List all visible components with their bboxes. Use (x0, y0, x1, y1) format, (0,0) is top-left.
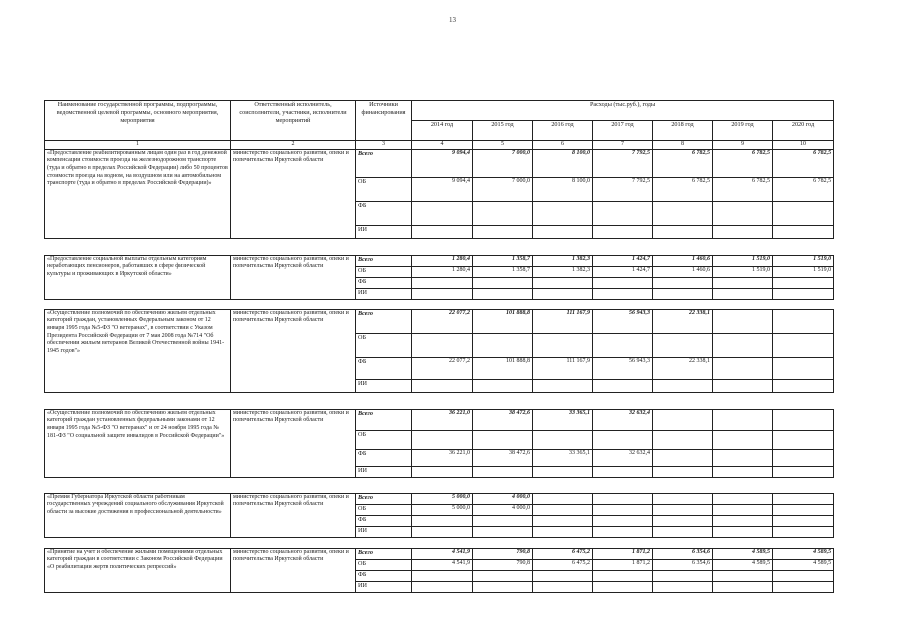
expense-value (593, 288, 653, 299)
expense-value (593, 581, 653, 592)
funding-source-total: Всего (356, 493, 412, 504)
expense-value (653, 449, 713, 466)
budget-table (44, 100, 834, 593)
expense-value (412, 379, 473, 392)
expense-value (713, 333, 773, 357)
funding-source-total: Всего (356, 255, 412, 266)
expense-value (773, 449, 834, 466)
expense-value (593, 333, 653, 357)
expense-value: 56 943,3 (593, 309, 653, 333)
expense-value: 22 338,1 (653, 357, 713, 379)
activity-row-total (45, 548, 834, 559)
expense-value (653, 504, 713, 515)
funding-source-ii: ИИ (356, 225, 412, 238)
expense-value (593, 430, 653, 449)
expense-value (713, 288, 773, 299)
funding-source-ob: ОБ (356, 430, 412, 449)
expense-value (473, 201, 533, 225)
section-spacer (45, 238, 834, 255)
expense-value: 22 338,1 (653, 309, 713, 333)
expense-value: 4 000,0 (473, 493, 533, 504)
header-expenses: Расходы (тыс.руб.), годы (412, 101, 834, 121)
expense-value (713, 466, 773, 477)
funding-source-total: Всего (356, 149, 412, 177)
expense-value (412, 201, 473, 225)
funding-source-ob: ОБ (356, 266, 412, 277)
expense-value: 32 632,4 (593, 409, 653, 430)
expense-value (713, 379, 773, 392)
expense-value (533, 201, 593, 225)
column-number: 8 (653, 141, 713, 150)
expense-value (713, 357, 773, 379)
expense-value (713, 277, 773, 288)
expense-value: 5 000,0 (412, 493, 473, 504)
activity-row-total (45, 409, 834, 430)
expense-value: 1 382,3 (533, 266, 593, 277)
header-year: 2015 год (473, 121, 533, 141)
expense-value: 38 472,6 (473, 409, 533, 430)
funding-source-total: Всего (356, 548, 412, 559)
expense-value: 1 519,0 (773, 266, 834, 277)
expense-value: 790,8 (473, 548, 533, 559)
expense-value (473, 225, 533, 238)
expense-value: 33 365,1 (533, 409, 593, 430)
expense-value (773, 201, 834, 225)
expense-value: 1 519,0 (713, 266, 773, 277)
expense-value (533, 493, 593, 504)
expense-value (713, 449, 773, 466)
expense-value (412, 570, 473, 581)
expense-value: 1 358,7 (473, 266, 533, 277)
expense-value (773, 309, 834, 333)
expense-value: 4 589,5 (773, 559, 834, 570)
expense-value (533, 504, 593, 515)
expense-value: 4 589,5 (713, 559, 773, 570)
expense-value (533, 379, 593, 392)
funding-source-ob: ОБ (356, 559, 412, 570)
expense-value: 4 589,5 (713, 548, 773, 559)
expense-value: 6 782,5 (773, 177, 834, 201)
expense-value (412, 333, 473, 357)
expense-value (653, 288, 713, 299)
expense-value (533, 581, 593, 592)
expense-value (473, 570, 533, 581)
expense-value (412, 515, 473, 526)
activity-executor: министерство социального развития, опеки и попечительства Иркутской области (231, 548, 356, 592)
expense-value (713, 504, 773, 515)
column-number: 4 (412, 141, 473, 150)
expense-value (773, 430, 834, 449)
expense-value (412, 277, 473, 288)
funding-source-fb: ФБ (356, 449, 412, 466)
expense-value: 6 782,5 (713, 149, 773, 177)
column-number: 1 (45, 141, 231, 150)
funding-source-fb: ФБ (356, 201, 412, 225)
activity-executor: министерство социального развития, опеки и попечительства Иркутской области (231, 493, 356, 537)
activity-row-total (45, 149, 834, 177)
expense-value (773, 225, 834, 238)
column-number: 7 (593, 141, 653, 150)
expense-value: 6 782,5 (653, 149, 713, 177)
expense-value: 6 475,2 (533, 548, 593, 559)
expense-value (653, 526, 713, 537)
expense-value (473, 288, 533, 299)
funding-source-fb: ФБ (356, 570, 412, 581)
column-number: 9 (713, 141, 773, 150)
expense-value: 22 077,2 (412, 309, 473, 333)
expense-value: 4 589,5 (773, 548, 834, 559)
expense-value (653, 225, 713, 238)
expense-value (412, 288, 473, 299)
expense-value: 790,8 (473, 559, 533, 570)
page-number: 13 (449, 16, 456, 24)
column-number: 6 (533, 141, 593, 150)
header-row (45, 101, 834, 121)
expense-value (412, 430, 473, 449)
funding-source-total: Всего (356, 409, 412, 430)
expense-value (653, 333, 713, 357)
activity-row-total (45, 493, 834, 504)
activity-executor: министерство социального развития, опеки и попечительства Иркутской области (231, 149, 356, 238)
section-spacer (45, 537, 834, 548)
expense-value: 6 354,6 (653, 559, 713, 570)
expense-value (593, 515, 653, 526)
funding-source-ii: ИИ (356, 379, 412, 392)
expense-value (473, 430, 533, 449)
spacer-cell (45, 537, 834, 548)
expense-value (593, 493, 653, 504)
activity-executor: министерство социального развития, опеки и попечительства Иркутской области (231, 309, 356, 392)
expense-value (773, 570, 834, 581)
expense-value (773, 333, 834, 357)
table-body (45, 149, 834, 592)
expense-value: 1 871,2 (593, 548, 653, 559)
expense-value: 22 077,2 (412, 357, 473, 379)
expense-value: 4 000,0 (473, 504, 533, 515)
expense-value (653, 201, 713, 225)
funding-source-ii: ИИ (356, 526, 412, 537)
activity-row-total (45, 255, 834, 266)
expense-value (593, 570, 653, 581)
expense-value: 8 100,0 (533, 149, 593, 177)
expense-value (653, 581, 713, 592)
expense-value (713, 581, 773, 592)
expense-value (593, 504, 653, 515)
expense-value (773, 466, 834, 477)
header-year: 2017 год (593, 121, 653, 141)
activity-name: «Предоставление социальной выплаты отдельным категориям неработающих пенсионеров, работавших в сфере физической культуры и проживающих в Иркутской области» (45, 255, 231, 299)
activity-name: «Предоставление реабилитированным лицам один раз в год денежной компенсации стоимости проезда на железнодорожном транспорте (туда и обратно в пределах Российской Федерации) либо 50 процентов стоимости проезда на водном, на воздушном или на автомобильном транспорте (туда и обратно в пределах Российской Федерации)» (45, 149, 231, 238)
expense-value (773, 493, 834, 504)
expense-value: 6 782,5 (653, 177, 713, 201)
expense-value: 36 221,0 (412, 409, 473, 430)
expense-value: 4 541,9 (412, 548, 473, 559)
expense-value (773, 409, 834, 430)
expense-value: 33 365,1 (533, 449, 593, 466)
header-year: 2020 год (773, 121, 834, 141)
spacer-cell (45, 299, 834, 309)
column-numbers-row (45, 141, 834, 150)
expense-value: 111 167,9 (533, 309, 593, 333)
expense-value (473, 277, 533, 288)
expense-value (593, 526, 653, 537)
activity-executor: министерство социального развития, опеки и попечительства Иркутской области (231, 255, 356, 299)
funding-source-ob: ОБ (356, 177, 412, 201)
expense-value (773, 357, 834, 379)
expense-value: 38 472,6 (473, 449, 533, 466)
expense-value: 8 100,0 (533, 177, 593, 201)
expense-value: 6 782,5 (713, 177, 773, 201)
expense-value: 1 382,3 (533, 255, 593, 266)
expense-value: 6 354,6 (653, 548, 713, 559)
funding-source-ob: ОБ (356, 504, 412, 515)
expense-value: 1 871,2 (593, 559, 653, 570)
funding-source-fb: ФБ (356, 277, 412, 288)
expense-value (473, 466, 533, 477)
expense-value (713, 430, 773, 449)
expense-value (593, 466, 653, 477)
expense-value (773, 504, 834, 515)
activity-executor: министерство социального развития, опеки и попечительства Иркутской области (231, 409, 356, 477)
header-year: 2019 год (713, 121, 773, 141)
expense-value (533, 570, 593, 581)
expense-value: 7 792,5 (593, 149, 653, 177)
funding-source-ii: ИИ (356, 581, 412, 592)
expense-value (473, 379, 533, 392)
expense-value (533, 430, 593, 449)
expense-value (412, 526, 473, 537)
expense-value (773, 581, 834, 592)
expense-value (412, 225, 473, 238)
expense-value (653, 570, 713, 581)
expense-value (593, 225, 653, 238)
expense-value (473, 515, 533, 526)
expense-value: 1 424,7 (593, 255, 653, 266)
funding-source-ii: ИИ (356, 466, 412, 477)
funding-source-total: Всего (356, 309, 412, 333)
expense-value (533, 526, 593, 537)
expense-value: 32 632,4 (593, 449, 653, 466)
expense-value: 101 888,8 (473, 309, 533, 333)
activity-name: «Принятие на учет и обеспечение жилыми помещениями отдельных категорий граждан в соответствии с Законом Российской Федерации «О реабилитации жертв политических репрессий» (45, 548, 231, 592)
expense-value (533, 225, 593, 238)
expense-value (713, 570, 773, 581)
header-program: Наименование государственной программы, подпрограммы, ведомственной целевой программы, основного мероприятия, мероприятия (45, 101, 231, 141)
expense-value: 6 782,5 (773, 149, 834, 177)
spacer-cell (45, 392, 834, 409)
activity-row-total (45, 309, 834, 333)
expense-value (653, 409, 713, 430)
header-source: Источники финансирования (356, 101, 412, 141)
expense-value (593, 379, 653, 392)
section-spacer (45, 299, 834, 309)
expense-value (773, 379, 834, 392)
expense-value (713, 201, 773, 225)
expense-value (473, 581, 533, 592)
column-number: 2 (231, 141, 356, 150)
expense-value: 6 475,2 (533, 559, 593, 570)
expense-value: 5 000,0 (412, 504, 473, 515)
expense-value (773, 526, 834, 537)
funding-source-ii: ИИ (356, 288, 412, 299)
expense-value: 1 460,6 (653, 266, 713, 277)
column-number: 5 (473, 141, 533, 150)
header-year: 2018 год (653, 121, 713, 141)
expense-value: 1 280,4 (412, 266, 473, 277)
expense-value: 56 943,3 (593, 357, 653, 379)
expense-value: 1 519,0 (713, 255, 773, 266)
expense-value: 9 094,4 (412, 177, 473, 201)
expense-value: 1 460,6 (653, 255, 713, 266)
expense-value: 7 792,5 (593, 177, 653, 201)
expense-value: 1 358,7 (473, 255, 533, 266)
expense-value (653, 466, 713, 477)
expense-value (713, 526, 773, 537)
expense-value (593, 201, 653, 225)
expense-value (653, 379, 713, 392)
expense-value: 7 000,0 (473, 149, 533, 177)
column-number: 10 (773, 141, 834, 150)
header-executor: Ответственный исполнитель, соисполнители, участники, исполнители мероприятий (231, 101, 356, 141)
expense-value: 1 280,4 (412, 255, 473, 266)
expense-value (533, 515, 593, 526)
expense-value: 7 000,0 (473, 177, 533, 201)
spacer-cell (45, 477, 834, 493)
expense-value (773, 515, 834, 526)
expense-value (713, 409, 773, 430)
expense-value (653, 277, 713, 288)
expense-value (713, 515, 773, 526)
expense-value (713, 309, 773, 333)
funding-source-ob: ОБ (356, 333, 412, 357)
expense-value (713, 493, 773, 504)
expense-value (533, 466, 593, 477)
expense-value: 101 888,8 (473, 357, 533, 379)
column-number: 3 (356, 141, 412, 150)
expense-value: 36 221,0 (412, 449, 473, 466)
expense-value (533, 333, 593, 357)
expense-value (653, 515, 713, 526)
expense-value (713, 225, 773, 238)
expense-value (473, 333, 533, 357)
activity-name: «Осуществление полномочий по обеспечению жильем отдельных категорий граждан установленных федеральными законами от 12 января 1995 года №5-ФЗ "О ветеранах" и от 24 ноября 1995 года № 181-ФЗ "О социальной защите инвалидов в Российской Федерации"» (45, 409, 231, 477)
expense-value (533, 288, 593, 299)
spacer-cell (45, 238, 834, 255)
expense-value: 4 541,9 (412, 559, 473, 570)
expense-value: 111 167,9 (533, 357, 593, 379)
expense-value (533, 277, 593, 288)
funding-source-fb: ФБ (356, 357, 412, 379)
section-spacer (45, 477, 834, 493)
expense-value (412, 466, 473, 477)
expense-value (412, 581, 473, 592)
expense-value: 1 519,0 (773, 255, 834, 266)
header-year: 2014 год (412, 121, 473, 141)
expense-value (473, 526, 533, 537)
expense-value (773, 288, 834, 299)
expense-value (653, 430, 713, 449)
activity-name: «Осуществление полномочий по обеспечению жильем отдельных категорий граждан, установленных Федеральным законом от 12 января 1995 года №5-ФЗ "О ветеранах", в соответствии с Указом Президента Российской Федерации от 7 мая 2008 года №714 "Об обеспечении жильем ветеранов Великой Отечественной войны 1941-1945 годов"» (45, 309, 231, 392)
activity-name: «Премия Губернатора Иркутской области работникам государственных учреждений социального обслуживания Иркутской области за высокие достижения в профессиональной деятельности» (45, 493, 231, 537)
expense-value: 1 424,7 (593, 266, 653, 277)
section-spacer (45, 392, 834, 409)
expense-value (773, 277, 834, 288)
expense-value (593, 277, 653, 288)
header-year: 2016 год (533, 121, 593, 141)
expense-value (653, 493, 713, 504)
expense-value: 9 094,4 (412, 149, 473, 177)
funding-source-fb: ФБ (356, 515, 412, 526)
